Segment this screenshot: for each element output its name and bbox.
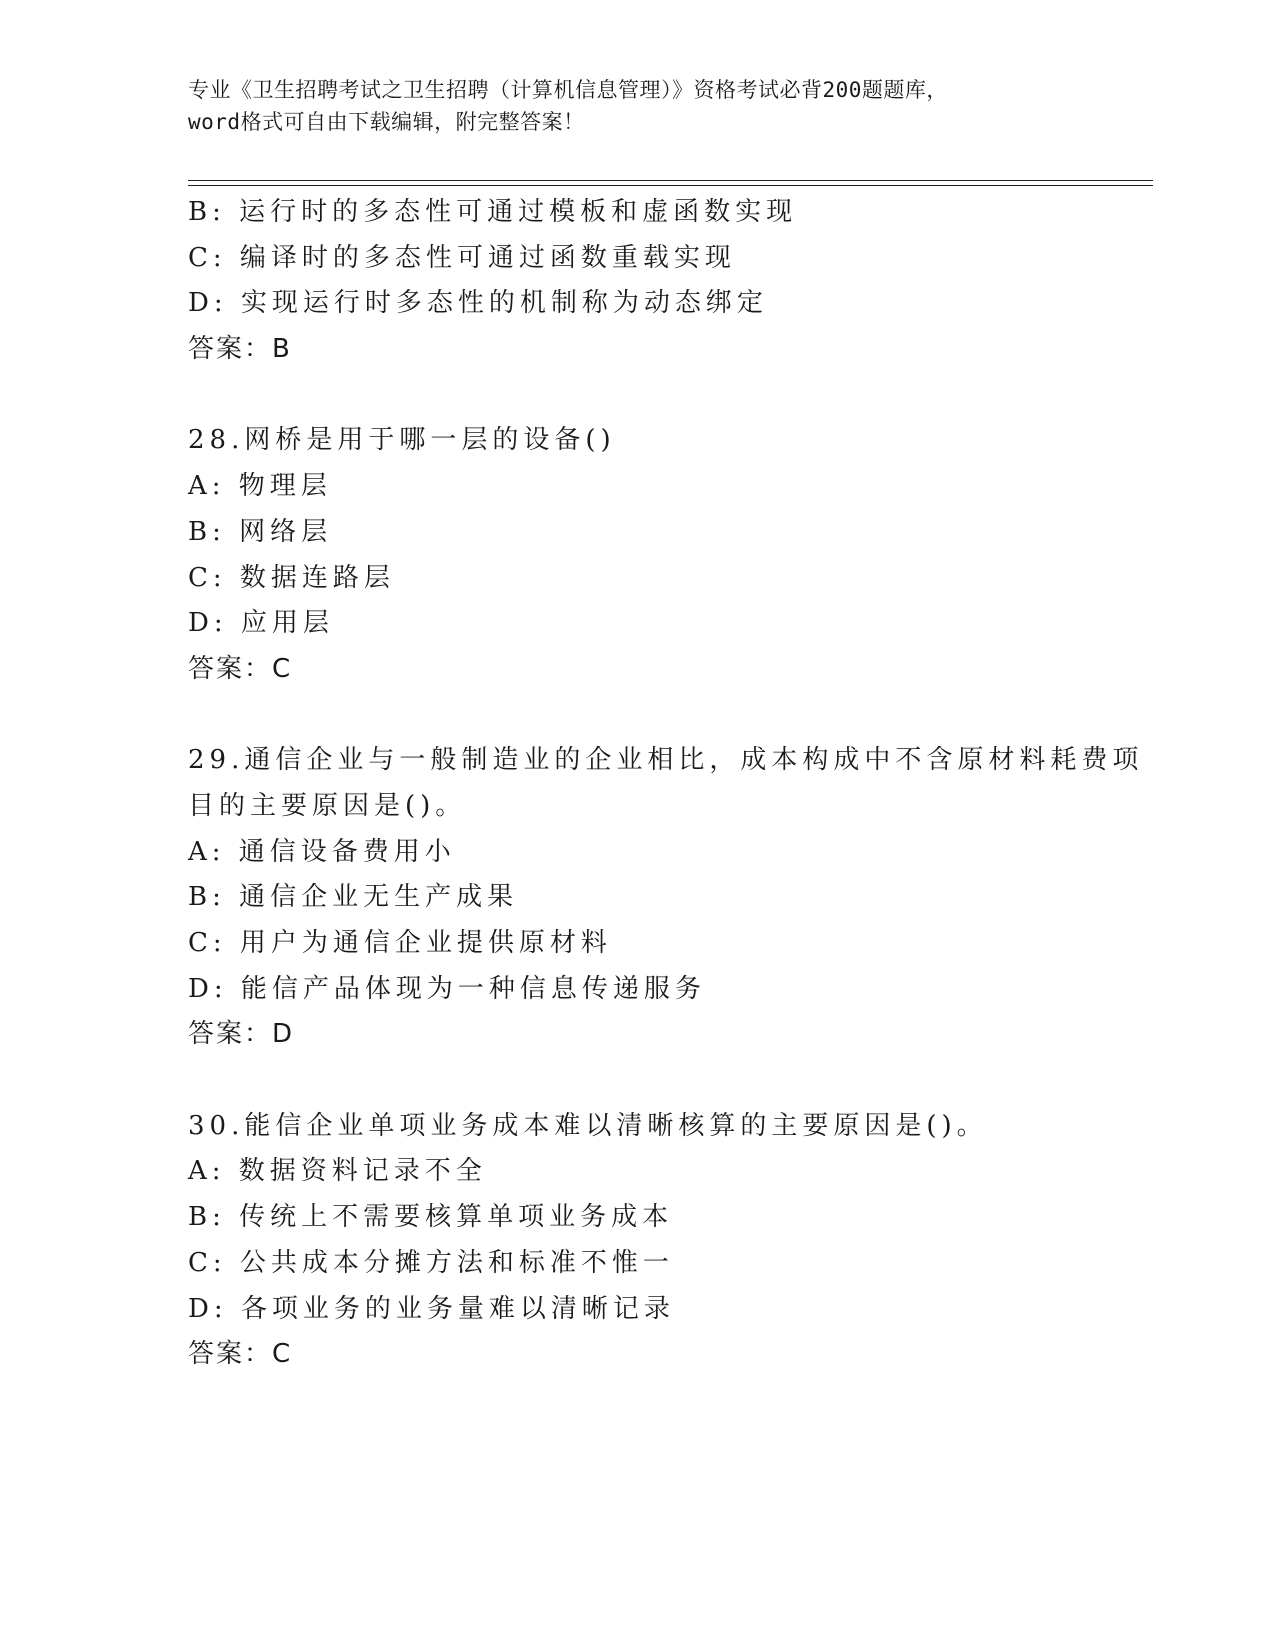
header-line-2: word格式可自由下载编辑，附完整答案！ xyxy=(188,110,585,134)
question-stem: 28.网桥是用于哪一层的设备() xyxy=(188,425,616,456)
option-d: D: 各项业务的业务量难以清晰记录 xyxy=(188,1293,675,1324)
question-stem: 30.能信企业单项业务成本难以清晰核算的主要原因是()。 xyxy=(188,1110,988,1141)
option-b: B: 通信企业无生产成果 xyxy=(188,882,519,913)
question-30 xyxy=(188,1104,1088,1378)
header-divider-top xyxy=(188,180,1153,181)
question-list xyxy=(188,190,1144,1378)
header-divider-bottom xyxy=(188,185,1153,186)
option-d: D: 能信产品体现为一种信息传递服务 xyxy=(188,973,706,1004)
option-b: B: 运行时的多态性可通过模板和虚函数实现 xyxy=(188,197,798,227)
option-b: B: 传统上不需要核算单项业务成本 xyxy=(188,1202,674,1233)
answer-line: 答案：D xyxy=(188,1019,295,1050)
option-a: A: 物理层 xyxy=(188,471,332,502)
spacer xyxy=(188,373,1088,419)
spacer xyxy=(188,693,1088,739)
question-27-continued xyxy=(188,190,1088,373)
option-c: C: 编译时的多态性可通过函数重载实现 xyxy=(188,242,736,273)
question-28 xyxy=(188,418,1088,692)
answer-line: 答案：C xyxy=(188,1339,293,1370)
question-29 xyxy=(188,738,1144,1058)
option-b: B: 网络层 xyxy=(188,516,333,547)
document-header xyxy=(188,74,1088,138)
option-c: C: 公共成本分摊方法和标准不惟一 xyxy=(188,1247,674,1278)
option-a: A: 通信设备费用小 xyxy=(188,836,456,867)
answer-line: 答案：C xyxy=(188,653,293,684)
option-c: C: 用户为通信企业提供原材料 xyxy=(188,928,612,958)
header-line-1: 专业《卫生招聘考试之卫生招聘（计算机信息管理）》资格考试必背200题题库， xyxy=(188,78,948,102)
option-d: D: 实现运行时多态性的机制称为动态绑定 xyxy=(188,288,768,319)
spacer xyxy=(188,1058,1088,1104)
question-stem-line-2: 目的主要原因是()。 xyxy=(188,790,467,821)
question-stem-line-1: 29.通信企业与一般制造业的企业相比，成本构成中不含原材料耗费项 xyxy=(188,745,1144,776)
option-d: D: 应用层 xyxy=(188,608,334,639)
option-c: C: 数据连路层 xyxy=(188,562,395,593)
option-a: A: 数据资料记录不全 xyxy=(188,1156,487,1187)
answer-line: 答案：B xyxy=(188,334,292,365)
